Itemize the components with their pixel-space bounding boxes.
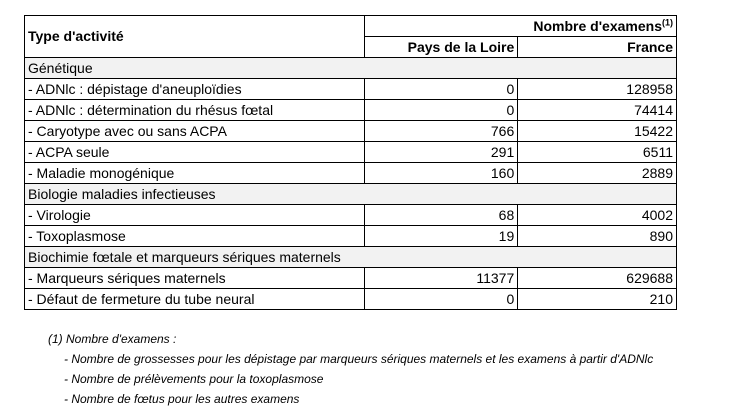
- region-column-header: Pays de la Loire: [364, 37, 518, 58]
- country-value: 2889: [518, 163, 677, 184]
- exam-count-footnote-ref: (1): [662, 16, 673, 27]
- row-label: - Maladie monogénique: [25, 163, 365, 184]
- country-value: 210: [518, 289, 677, 310]
- country-value: 4002: [518, 205, 677, 226]
- country-value: 6511: [518, 142, 677, 163]
- region-value: 766: [364, 121, 518, 142]
- table-row: [25, 142, 677, 163]
- section-title: Biochimie fœtale et marqueurs sériques maternels: [25, 247, 677, 268]
- region-value: 19: [364, 226, 518, 247]
- row-label: - ADNlc : dépistage d'aneuploïdies: [25, 79, 365, 100]
- country-value: 629688: [518, 268, 677, 289]
- row-label: - Marqueurs sériques maternels: [25, 268, 365, 289]
- exam-count-header-label: Nombre d'examens: [533, 17, 662, 34]
- activity-type-header: Type d'activité: [25, 16, 365, 58]
- section-row-biochimie: [25, 247, 677, 268]
- section-title: Biologie maladies infectieuses: [25, 184, 677, 205]
- country-column-header: France: [518, 37, 677, 58]
- row-label: - ACPA seule: [25, 142, 365, 163]
- table-row: [25, 79, 677, 100]
- section-row-biologie: [25, 184, 677, 205]
- section-row-genetique: [25, 58, 677, 79]
- region-value: 0: [364, 79, 518, 100]
- footnote-item: - Nombre de grossesses pour les dépistage par marqueurs sériques maternels et les examens à partir d'ADNlc: [64, 352, 654, 366]
- section-title: Génétique: [25, 58, 677, 79]
- country-value: 74414: [518, 100, 677, 121]
- region-value: 0: [364, 100, 518, 121]
- table-row: [25, 100, 677, 121]
- region-value: 0: [364, 289, 518, 310]
- row-label: - ADNlc : détermination du rhésus fœtal: [25, 100, 365, 121]
- exam-activity-table: [24, 15, 677, 310]
- table-row: [25, 268, 677, 289]
- table-row: [25, 226, 677, 247]
- exam-count-header: [364, 16, 676, 37]
- footnote-title: (1) Nombre d'examens :: [48, 332, 177, 346]
- region-value: 291: [364, 142, 518, 163]
- row-label: - Défaut de fermeture du tube neural: [25, 289, 365, 310]
- row-label: - Caryotype avec ou sans ACPA: [25, 121, 365, 142]
- table-row: [25, 121, 677, 142]
- country-value: 128958: [518, 79, 677, 100]
- table-row: [25, 289, 677, 310]
- footnote-item: - Nombre de prélèvements pour la toxoplasmose: [64, 372, 324, 386]
- row-label: - Toxoplasmose: [25, 226, 365, 247]
- country-value: 890: [518, 226, 677, 247]
- country-value: 15422: [518, 121, 677, 142]
- region-value: 68: [364, 205, 518, 226]
- row-label: - Virologie: [25, 205, 365, 226]
- region-value: 11377: [364, 268, 518, 289]
- table-row: [25, 163, 677, 184]
- footnote-item: - Nombre de fœtus pour les autres examens: [64, 392, 300, 406]
- region-value: 160: [364, 163, 518, 184]
- footnotes: [48, 329, 653, 409]
- table-row: [25, 205, 677, 226]
